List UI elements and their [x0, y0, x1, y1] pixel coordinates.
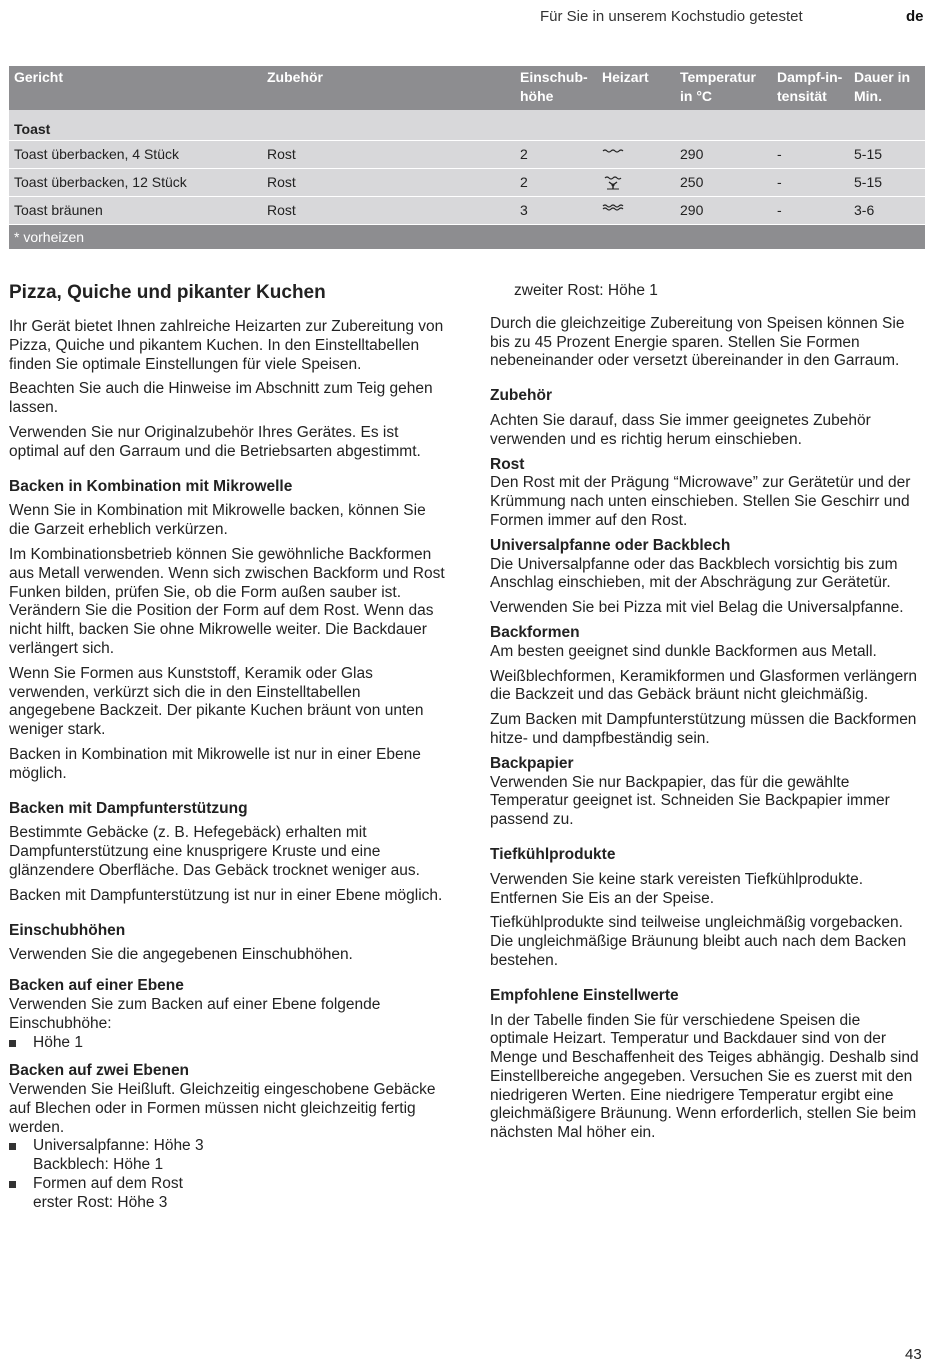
cell-dish: Toast bräunen: [9, 197, 262, 225]
paragraph: Wenn Sie Formen aus Kunststoff, Keramik oder Glas verwenden, verkürzt sich die in den Einstelltabellen angegebene Backzeit. Der pikante Kuchen bräunt von unten weniger stark.: [9, 664, 424, 739]
paragraph: Am besten geeignet sind dunkle Backformen aus Metall.: [490, 642, 877, 660]
paragraph: In der Tabelle finden Sie für verschiedene Speisen die optimale Heizart. Temperatur und Backdauer sind von der Menge und Beschaffenheit des Teiges abhängig. Deshalb sind Einstellbereiche angegeben. Versuchen Sie es zuerst mit den niedrigeren Werten. Eine niedrigere Temperatur ergibt eine gleichmäßigere Bräunung. Wenn erforderlich, stellen Sie beim nächsten Mal höher ein.: [490, 1011, 919, 1142]
paragraph: Ihr Gerät bietet Ihnen zahlreiche Heizarten zur Zubereitung von Pizza, Quiche und pikantem Kuchen. In den Einstelltabellen finden Sie optimale Einstellungen für viele Speisen.: [9, 318, 444, 373]
bullet-list: [9, 1034, 449, 1053]
paragraph: Die Universalpfanne oder das Backblech vorsichtig bis zum Anschlag einschieben, mit der Abschrägung zur Gerätetür.: [490, 555, 898, 592]
right-column: [490, 282, 922, 1149]
bullet-icon: [9, 1181, 16, 1188]
paragraph: Backen mit Dampfunterstützung ist nur in einer Ebene möglich.: [9, 886, 443, 904]
col-header-temp: Temperatur in °C: [675, 66, 772, 110]
paragraph: Verwenden Sie nur Backpapier, das für die gewählte Temperatur geeignet ist. Schneiden Sie Backpapier immer passend zu.: [490, 773, 890, 829]
paragraph: Verwenden Sie nur Originalzubehör Ihres Gerätes. Es ist optimal auf den Garraum und die Betriebsarten abgestimmt.: [9, 423, 421, 460]
subheading: Tiefkühlprodukte: [490, 845, 616, 863]
col-header-level: Einschub-höhe: [515, 66, 597, 110]
subheading: Backformen: [490, 623, 580, 641]
cell-duration: 3-6: [849, 197, 925, 225]
paragraph: Verwenden Sie die angegebenen Einschubhöhen.: [9, 946, 353, 964]
subheading: Rost: [490, 455, 525, 473]
cell-temp: 290: [675, 141, 772, 169]
group-label: Toast: [9, 118, 925, 141]
subheading: Backen auf zwei Ebenen: [9, 1062, 190, 1080]
subheading: Empfohlene Einstellwerte: [490, 986, 679, 1004]
table-footnote: * vorheizen: [9, 225, 925, 250]
col-header-steam: Dampf-in-tensität: [772, 66, 849, 110]
section-title: Pizza, Quiche und pikanter Kuchen: [9, 282, 326, 303]
paragraph: Verwenden Sie zum Backen auf einer Ebene folgende Einschubhöhe:: [9, 995, 381, 1032]
paragraph: Zum Backen mit Dampfunterstützung müssen die Backformen hitze- und dampfbeständig sein.: [490, 711, 917, 747]
cell-accessory: Rost: [262, 197, 515, 225]
paragraph: Weißblechformen, Keramikformen und Glasformen verlängern die Backzeit und das Gebäck bräunt nicht gleichmäßig.: [490, 667, 918, 704]
cell-dish: Toast überbacken, 12 Stück: [9, 169, 262, 197]
paragraph: Beachten Sie auch die Hinweise im Abschnitt zum Teig gehen lassen.: [9, 380, 433, 417]
grill-icon: [602, 148, 624, 162]
cell-level: 2: [515, 169, 597, 197]
cell-accessory: Rost: [262, 141, 515, 169]
cell-steam: -: [772, 169, 849, 197]
full-grill-icon: [602, 204, 624, 218]
subheading: Universalpfanne oder Backblech: [490, 536, 731, 554]
col-header-dish: Gericht: [9, 66, 262, 110]
subheading: Backpapier: [490, 754, 574, 772]
subheading: Einschubhöhen: [9, 921, 126, 939]
circulated-air-grill-icon: [602, 176, 624, 190]
cell-temp: 290: [675, 197, 772, 225]
table-footnote-row: [9, 225, 925, 250]
list-item: Formen auf dem Rost erster Rost: Höhe 3: [9, 1175, 449, 1213]
cell-duration: 5-15: [849, 141, 925, 169]
paragraph: Achten Sie darauf, dass Sie immer geeignetes Zubehör verwenden und es richtig herum einschieben.: [490, 411, 871, 448]
subheading: Backen mit Dampfunterstützung: [9, 799, 248, 817]
paragraph: Tiefkühlprodukte sind teilweise ungleichmäßig vorgebacken. Die ungleichmäßige Bräunung bleibt auch nach dem Backen bestehen.: [490, 914, 907, 969]
list-item: Universalpfanne: Höhe 3 Backblech: Höhe 1: [9, 1137, 449, 1175]
paragraph: Den Rost mit der Prägung “Microwave” zur Gerätetür und der Krümmung nach unten einschieben. Stellen Sie Geschirr und Formen immer auf den Rost.: [490, 474, 911, 529]
cell-level: 2: [515, 141, 597, 169]
paragraph: Bestimmte Gebäcke (z. B. Hefegebäck) erhalten mit Dampfunterstützung eine knusprigere Kruste und eine glänzendere Oberfläche. Das Gebäck trocknet weniger aus.: [9, 824, 420, 879]
table-row: [9, 197, 925, 225]
paragraph: Im Kombinationsbetrieb können Sie gewöhnliche Backformen aus Metall verwenden. Wenn sich zwischen Backform und Rost Funken bilden, prüfen Sie, ob die Form außen sauber ist. Verändern Sie die Position der Form auf dem Rost. Wenn das nicht hilft, backen Sie ohne Mikrowelle weiter. Die Backdauer verlängert sich.: [9, 545, 445, 657]
table-group-row: [9, 118, 925, 141]
cell-dish: Toast überbacken, 4 Stück: [9, 141, 262, 169]
subheading: Backen auf einer Ebene: [9, 977, 184, 995]
paragraph: Verwenden Sie bei Pizza mit viel Belag die Universalpfanne.: [490, 599, 904, 617]
paragraph: Wenn Sie in Kombination mit Mikrowelle backen, können Sie die Garzeit erheblich verkürzen.: [9, 502, 426, 539]
cell-steam: -: [772, 141, 849, 169]
paragraph: Verwenden Sie Heißluft. Gleichzeitig eingeschobene Gebäcke auf Blechen oder in Formen müssen nicht gleichzeitig fertig werden.: [9, 1081, 436, 1136]
subheading: Zubehör: [490, 387, 552, 405]
bullet-icon: [9, 1143, 16, 1150]
paragraph: Backen in Kombination mit Mikrowelle ist nur in einer Ebene möglich.: [9, 745, 421, 782]
cell-accessory: Rost: [262, 169, 515, 197]
list-item: Höhe 1: [9, 1034, 449, 1053]
table-row: [9, 169, 925, 197]
table-row: [9, 141, 925, 169]
cell-temp: 250: [675, 169, 772, 197]
list-continuation: zweiter Rost: Höhe 1: [514, 282, 658, 299]
cell-heat: [597, 197, 675, 225]
left-column: [9, 282, 449, 1219]
header-title: Für Sie in unserem Kochstudio getestet: [540, 8, 803, 25]
paragraph: Durch die gleichzeitige Zubereitung von Speisen können Sie bis zu 45 Prozent Energie sparen. Stellen Sie Formen nebeneinander oder versetzt übereinander in den Garraum.: [490, 314, 905, 370]
table-header-row: [9, 66, 925, 110]
col-header-accessory: Zubehör: [262, 66, 515, 110]
page-number: 43: [905, 1346, 922, 1363]
paragraph: Verwenden Sie keine stark vereisten Tiefkühlprodukte. Entfernen Sie Eis an der Speise.: [490, 870, 864, 907]
settings-table: [9, 66, 925, 249]
col-header-heat: Heizart: [597, 66, 675, 110]
bullet-icon: [9, 1040, 16, 1047]
language-code: de: [906, 8, 924, 25]
col-header-duration: Dauer in Min.: [849, 66, 925, 110]
bullet-list: [9, 1137, 449, 1212]
cell-duration: 5-15: [849, 169, 925, 197]
cell-heat: [597, 169, 675, 197]
subheading: Backen in Kombination mit Mikrowelle: [9, 477, 293, 495]
cell-heat: [597, 141, 675, 169]
cell-steam: -: [772, 197, 849, 225]
cell-level: 3: [515, 197, 597, 225]
